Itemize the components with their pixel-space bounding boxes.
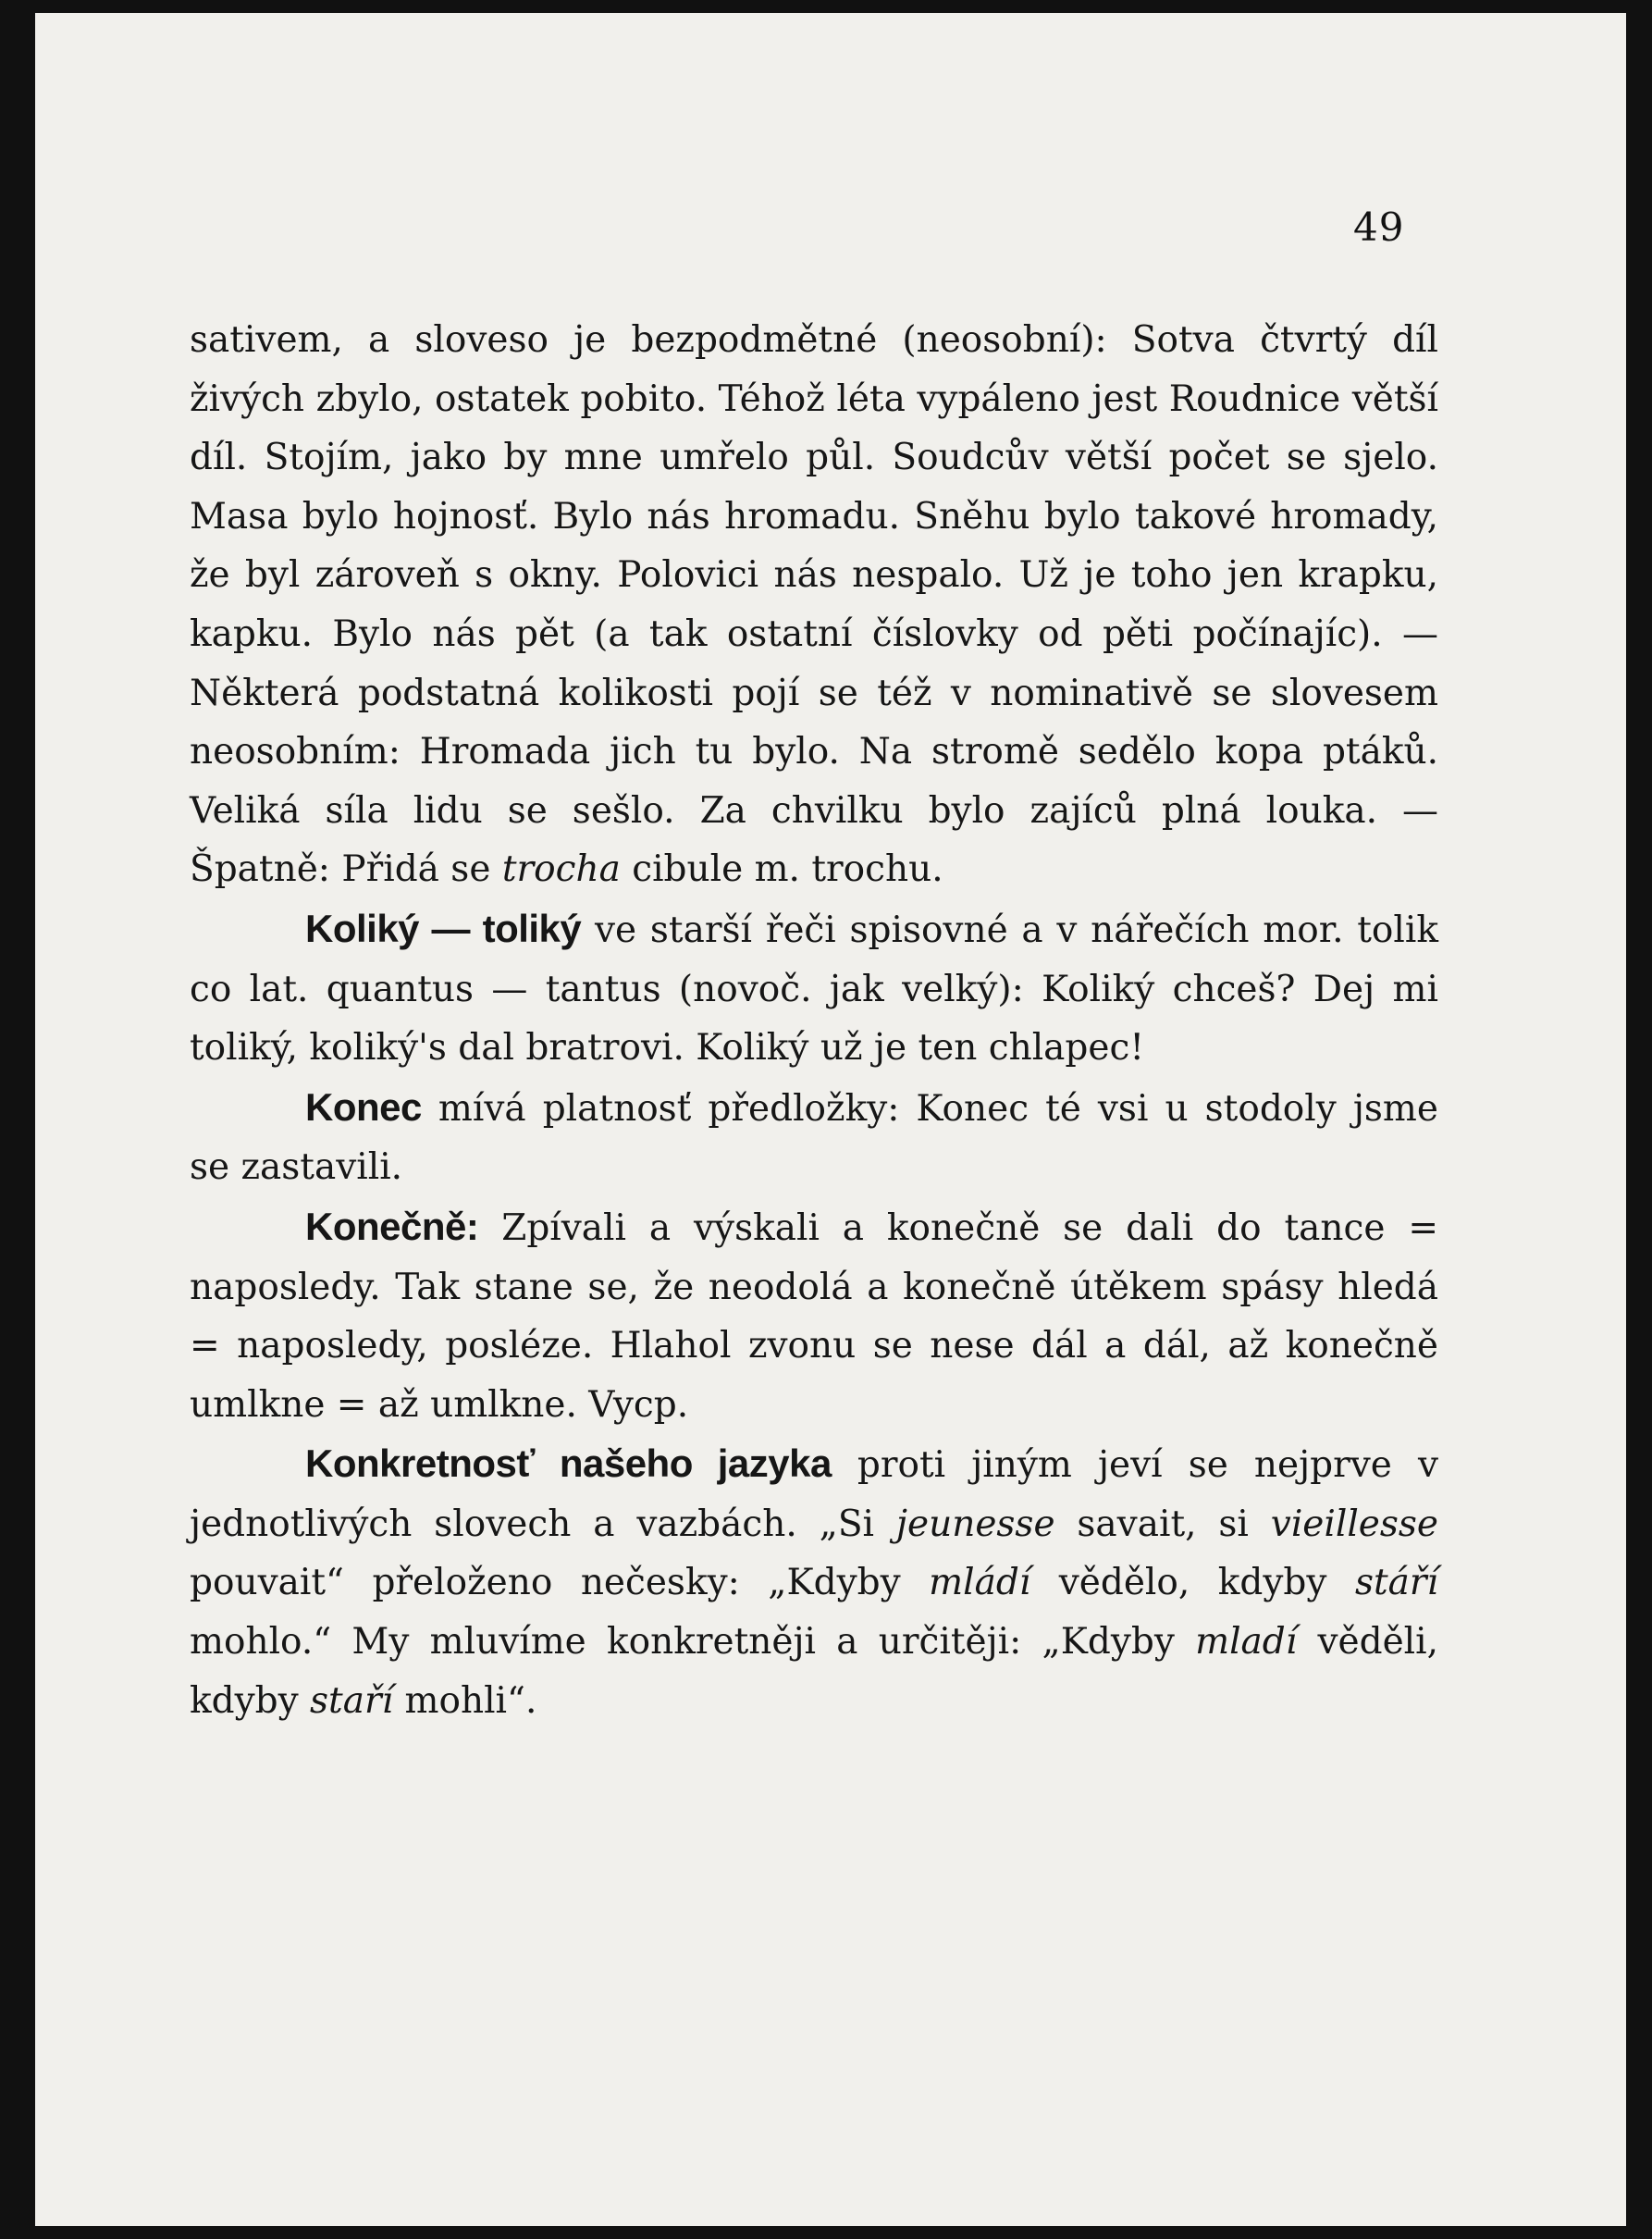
page-number: 49 bbox=[1353, 204, 1405, 250]
headword: Koliký — toliký bbox=[305, 906, 582, 950]
book-page bbox=[35, 13, 1626, 2226]
italic-text: staří bbox=[310, 1679, 394, 1722]
text-segment: Zpívali a výskali a konečně se dali do tance = naposledy. Tak stane se, že neodolá a konečně útěkem spásy hledá = naposledy, posléze. Hlahol zvonu se nese dál a dál, až konečně umlkne = až umlkne. Vycp. bbox=[190, 1206, 1438, 1426]
text-segment: savait, si bbox=[1054, 1503, 1271, 1545]
italic-text: stáří bbox=[1354, 1562, 1438, 1604]
paragraph bbox=[190, 1434, 1438, 1730]
text-segment: vědělo, kdyby bbox=[1030, 1562, 1355, 1604]
body-text bbox=[190, 311, 1438, 1730]
text-segment: proti jiným jeví se nejprve v jednotlivých slovech a vazbách. „Si bbox=[190, 1444, 1438, 1545]
italic-text: trocha bbox=[501, 848, 621, 891]
text-segment: mohlo.“ My mluvíme konkretněji a určitěji: „Kdyby bbox=[190, 1621, 1196, 1664]
text-segment: sativem, a sloveso je bezpodmětné (neosobní): Sotva čtvrtý díl živých zbylo, ostatek pobito. Téhož léta vypáleno jest Roudnice větší díl. Stojím, jako by mne umřelo půl. Soudcův větší počet se sjelo. Masa bylo hojnosť. Bylo nás hromadu. Sněhu bylo takové hromady, že byl zároveň s okny. Polovici nás nespalo. Už je toho jen krapku, kapku. Bylo nás pět (a tak ostatní číslovky od pěti počínajíc). — Některá podstatná kolikosti pojí se též v nominativě se slovesem neosobním: Hromada jich tu bylo. Na stromě sedělo kopa ptáků. Veliká síla lidu se sešlo. Za chvilku bylo zajíců plná louka. — Špatně: Přidá se bbox=[190, 319, 1438, 891]
headword: Konkretnosť našeho jazyka bbox=[305, 1441, 832, 1486]
italic-text: vieillesse bbox=[1270, 1503, 1438, 1545]
paragraph bbox=[190, 1197, 1438, 1434]
text-segment: ve starší řeči spisovné a v nářečích mor. tolik co lat. quantus — tantus (novoč. jak velký): Koliký chceš? Dej mi toliký, koliký's dal bratrovi. Koliký už je ten chlapec! bbox=[190, 909, 1438, 1070]
paragraph bbox=[190, 311, 1438, 899]
italic-text: mládí bbox=[929, 1562, 1031, 1604]
text-segment: mívá platnosť předložky: Konec té vsi u stodoly jsme se zastavili. bbox=[190, 1087, 1438, 1189]
paragraph bbox=[190, 899, 1438, 1078]
text-segment: věděli, kdyby bbox=[190, 1621, 1438, 1722]
italic-text: mladí bbox=[1195, 1621, 1298, 1664]
text-segment: pouvait“ přeloženo nečesky: „Kdyby bbox=[190, 1562, 930, 1604]
headword: Konečně: bbox=[305, 1204, 479, 1248]
italic-text: jeunesse bbox=[895, 1503, 1055, 1545]
text-segment: mohli“. bbox=[393, 1679, 537, 1722]
paragraph bbox=[190, 1078, 1438, 1197]
text-segment: cibule m. trochu. bbox=[620, 848, 943, 891]
headword: Konec bbox=[305, 1084, 422, 1129]
